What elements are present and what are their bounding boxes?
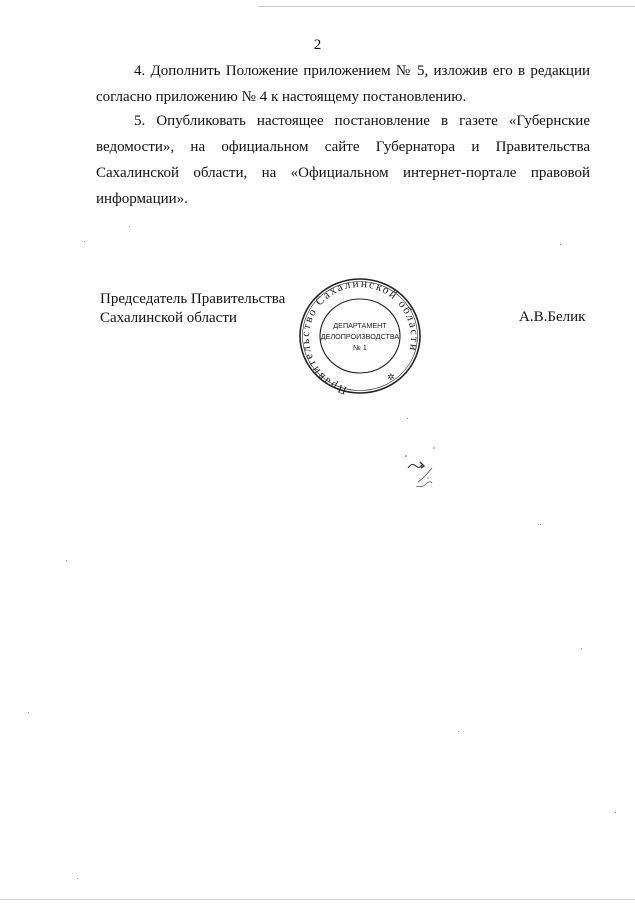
handwritten-signature xyxy=(396,440,446,496)
signer-position-line1: Председатель Правительства xyxy=(100,291,286,307)
paragraph-4: 4. Дополнить Положение приложением № 5, изложив его в редакции согласно приложению № 4 к настоящему постановлению. xyxy=(96,63,590,105)
seal-outer-text: Правительство Сахалинской области xyxy=(299,277,421,396)
signer-position xyxy=(100,290,285,328)
scan-edge-top xyxy=(258,6,635,7)
seal-graphic xyxy=(297,276,423,396)
seal-star: ✲ xyxy=(387,373,395,383)
scan-edge-bottom xyxy=(0,899,635,900)
page-number: 2 xyxy=(313,37,322,53)
seal-inner-line1: ДЕПАРТАМЕНТ xyxy=(333,321,387,330)
signer-name: А.В.Белик xyxy=(519,309,586,325)
seal-inner-line3: № 1 xyxy=(353,343,367,352)
paragraph-5: 5. Опубликовать настоящее постановление в газете «Губернские ведомости», на официальном сайте Губернатора и Правительства Сахалинской области, на «Официальном интернет-портале правовой информации». xyxy=(96,113,590,207)
official-seal xyxy=(297,276,423,396)
seal-inner-line2: ДЕЛОПРОИЗВОДСТВА xyxy=(320,332,400,341)
signer-position-line2: Сахалинской области xyxy=(100,310,237,326)
